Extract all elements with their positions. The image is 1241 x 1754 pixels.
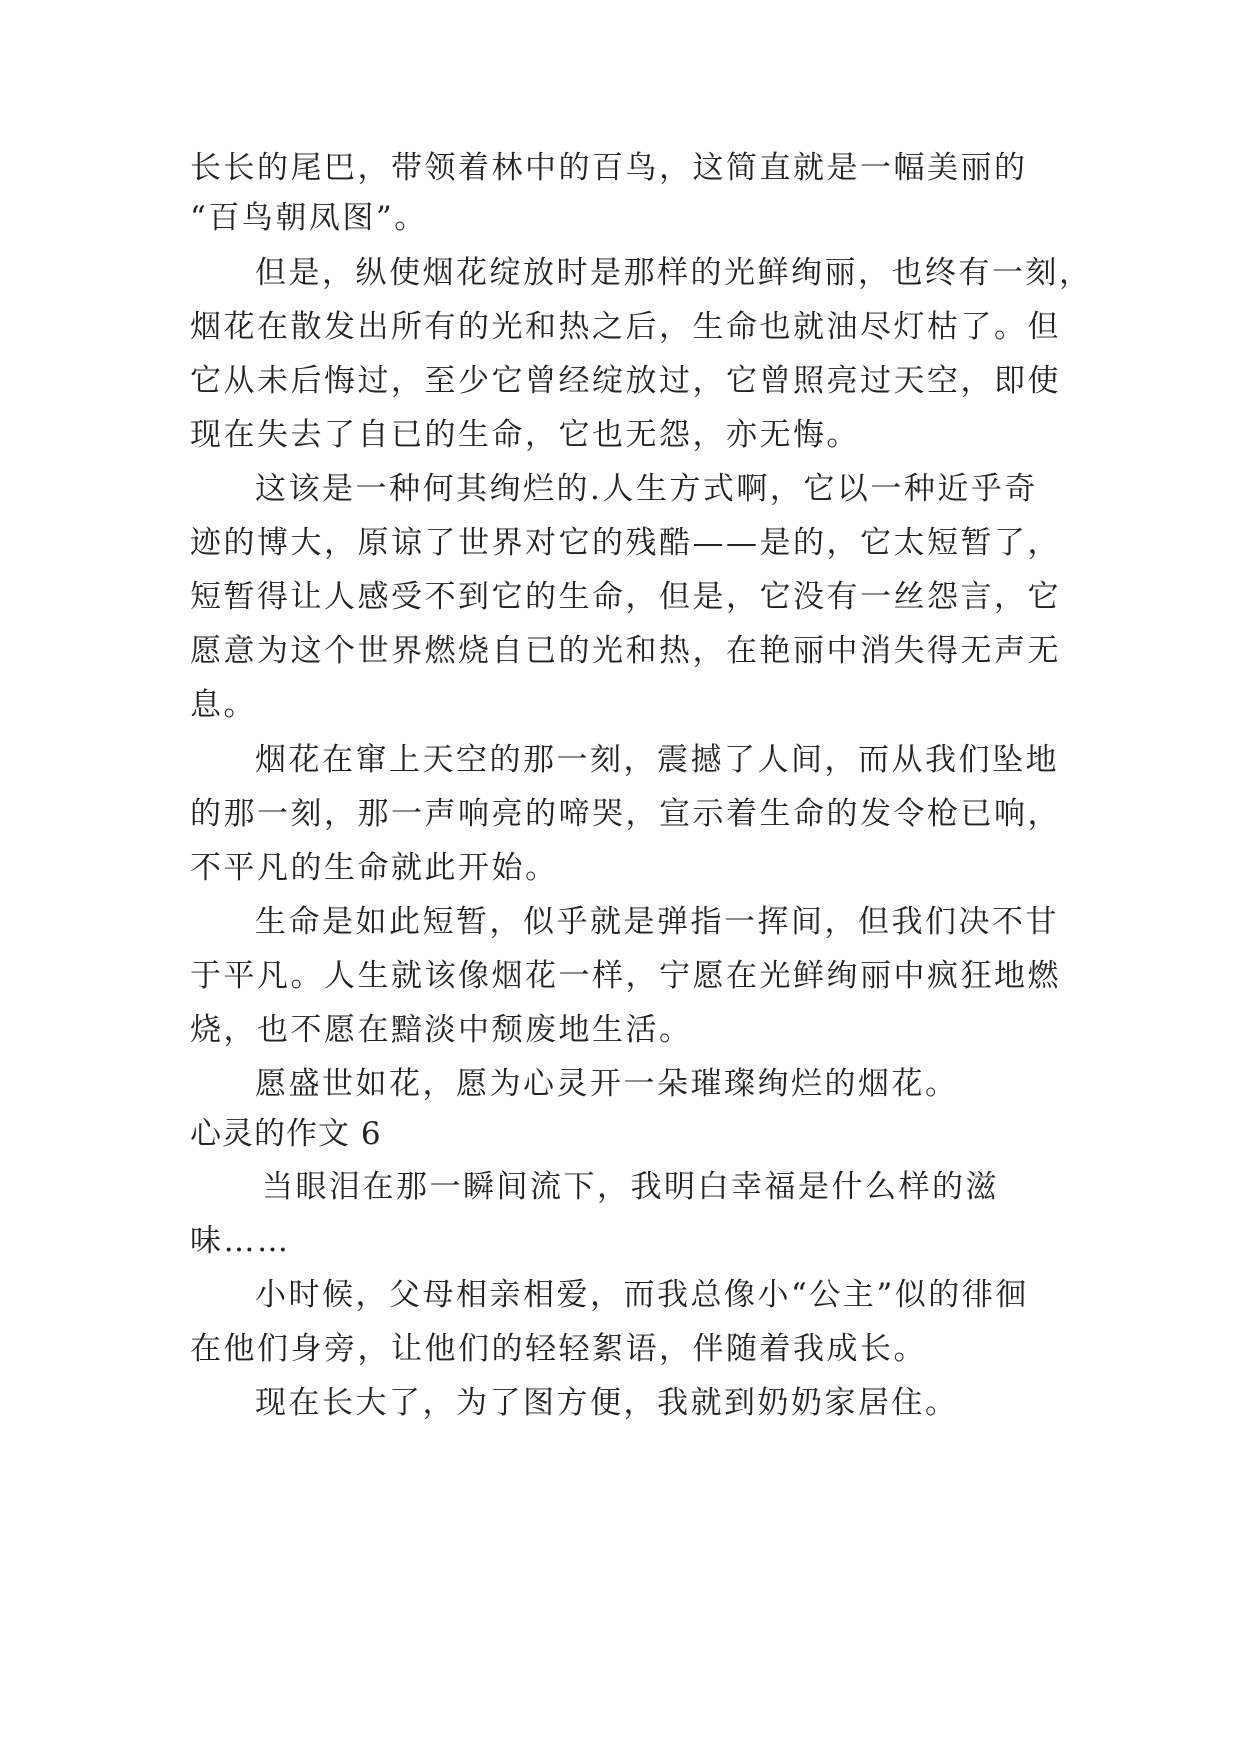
text-line: 在他们身旁，让他们的轻轻絮语，伴随着我成长。 — [190, 1331, 927, 1367]
text-line: 息。 — [190, 687, 257, 723]
text-line: 味…… — [190, 1223, 291, 1259]
text-line: 烧，也不愿在黯淡中颓废地生活。 — [190, 1012, 693, 1048]
text-line: “百鸟朝凤图”。 — [190, 200, 428, 236]
text-line: 它从未后悔过，至少它曾经绽放过，它曾照亮过天空，即使 — [190, 363, 1061, 399]
text-line: 短暂得让人感受不到它的生命，但是，它没有一丝怨言，它 — [190, 579, 1061, 615]
text-line: 烟花在散发出所有的光和热之后，生命也就油尽灯枯了。但 — [190, 309, 1061, 345]
text-line: 不平凡的生命就此开始。 — [190, 850, 559, 886]
text-line: 愿意为这个世界燃烧自已的光和热，在艳丽中消失得无声无 — [190, 633, 1061, 669]
paragraph-first-line: 这该是一种何其绚烂的.人生方式啊，它以一种近乎奇 — [255, 471, 1038, 507]
text-line: 现在失去了自已的生命，它也无怨，亦无悔。 — [190, 417, 860, 453]
paragraph-first-line: 现在长大了，为了图方便，我就到奶奶家居住。 — [255, 1385, 959, 1421]
text-line: 长长的尾巴，带领着林中的百鸟，这简直就是一幅美丽的 — [190, 150, 1028, 186]
text-line: 迹的博大，原谅了世界对它的残酷——是的，它太短暂了， — [190, 525, 1061, 561]
section-heading: 心灵的作文 6 — [190, 1116, 382, 1152]
paragraph-first-line: 小时候，父母相亲相爱，而我总像小“公主”似的徘徊 — [255, 1277, 1029, 1313]
paragraph-first-line: 但是，纵使烟花绽放时是那样的光鲜绚丽，也终有一刻， — [255, 255, 1093, 291]
paragraph-first-line: 愿盛世如花，愿为心灵开一朵璀璨绚烂的烟花。 — [255, 1066, 959, 1102]
paragraph-first-line: 当眼泪在那一瞬间流下，我明白幸福是什么样的滋 — [262, 1169, 999, 1205]
paragraph-first-line: 烟花在窜上天空的那一刻，震撼了人间，而从我们坠地 — [255, 742, 1059, 778]
text-line: 于平凡。人生就该像烟花一样，宁愿在光鲜绚丽中疯狂地燃 — [190, 958, 1061, 994]
paragraph-first-line: 生命是如此短暂，似乎就是弹指一挥间，但我们决不甘 — [255, 904, 1059, 940]
text-line: 的那一刻，那一声响亮的啼哭，宣示着生命的发令枪已响， — [190, 796, 1061, 832]
